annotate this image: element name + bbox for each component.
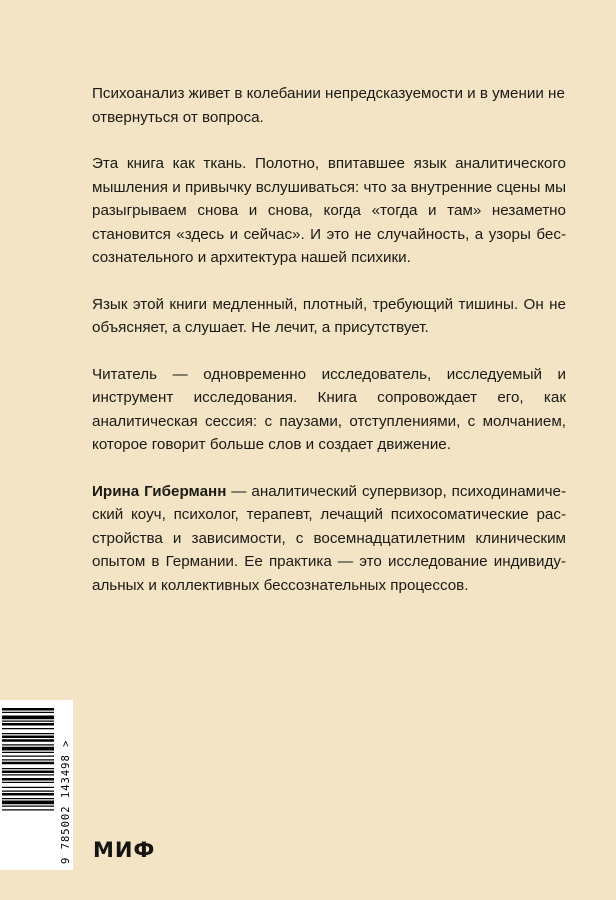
barcode-bar xyxy=(2,806,54,807)
author-bio-paragraph xyxy=(92,480,566,598)
barcode-bar xyxy=(2,756,54,757)
barcode-bar xyxy=(2,736,54,739)
barcode-bar xyxy=(2,739,54,742)
barcode-bar xyxy=(2,744,54,745)
barcode-bar xyxy=(2,712,54,713)
barcode-bar xyxy=(2,721,54,722)
barcode-bar xyxy=(2,771,54,774)
author-name: Ирина Гиберманн xyxy=(92,482,227,500)
barcode-bar xyxy=(2,793,54,796)
barcode-bar xyxy=(2,809,54,810)
barcode-bar xyxy=(2,801,54,805)
publisher-logo: МИФ xyxy=(93,838,156,862)
intro-paragraph: Психоанализ живет в колебании непредсказуемости и в умении не отвернуться от вопроса. xyxy=(92,85,565,126)
barcode-bar xyxy=(2,778,54,781)
language-paragraph: Язык этой книги медленный, плотный, требующий тишины. Он не объясняет, а слушает. Не лечит, а присутствует. xyxy=(92,295,566,336)
barcode xyxy=(0,700,73,870)
barcode-digits: 9 785002 143498 > xyxy=(60,739,72,864)
back-cover-text xyxy=(92,82,566,620)
barcode-bar xyxy=(2,787,54,788)
reader-paragraph: Читатель — одновременно исследователь, исследуемый и инструмент исследования. Книга сопровождает его, как аналитическая сессия: с паузами, отступлениями, с молчанием, которое говорит больше слов и создает движение. xyxy=(92,365,566,453)
barcode-bar xyxy=(2,774,54,775)
barcode-bar xyxy=(2,752,54,753)
barcode-bar xyxy=(2,716,54,720)
barcode-bar xyxy=(2,762,54,765)
barcode-bar xyxy=(2,759,54,760)
barcode-bar xyxy=(2,782,54,783)
barcode-bar xyxy=(2,798,54,799)
barcode-bar xyxy=(2,733,54,734)
barcode-bar xyxy=(2,747,54,751)
barcode-bar xyxy=(2,723,54,726)
barcode-bar xyxy=(2,791,54,792)
book-description-paragraph: Эта книга как ткань. Полотно, впитавшее язык аналитического мышления и привычку вслушиваться: что за внутренние сцены мы разыгрываем снова и снова, когда «тогда и там» незаметно становится «здесь и сейчас». И это не случайность, а узоры бессознательного и архитектура нашей психики. xyxy=(92,155,566,266)
barcode-bar xyxy=(2,708,54,711)
barcode-bar xyxy=(2,728,54,729)
barcode-bar xyxy=(2,768,54,769)
author-bio: — аналитический супервизор, психодинамический коуч, психолог, терапевт, лечащий психосоматические расстройства и зависимости, с восемнадцатилетним клиническим опытом в Германии. Ее практика — это исследование индивидуальных и коллективных бессознательных процессов. xyxy=(92,482,566,594)
